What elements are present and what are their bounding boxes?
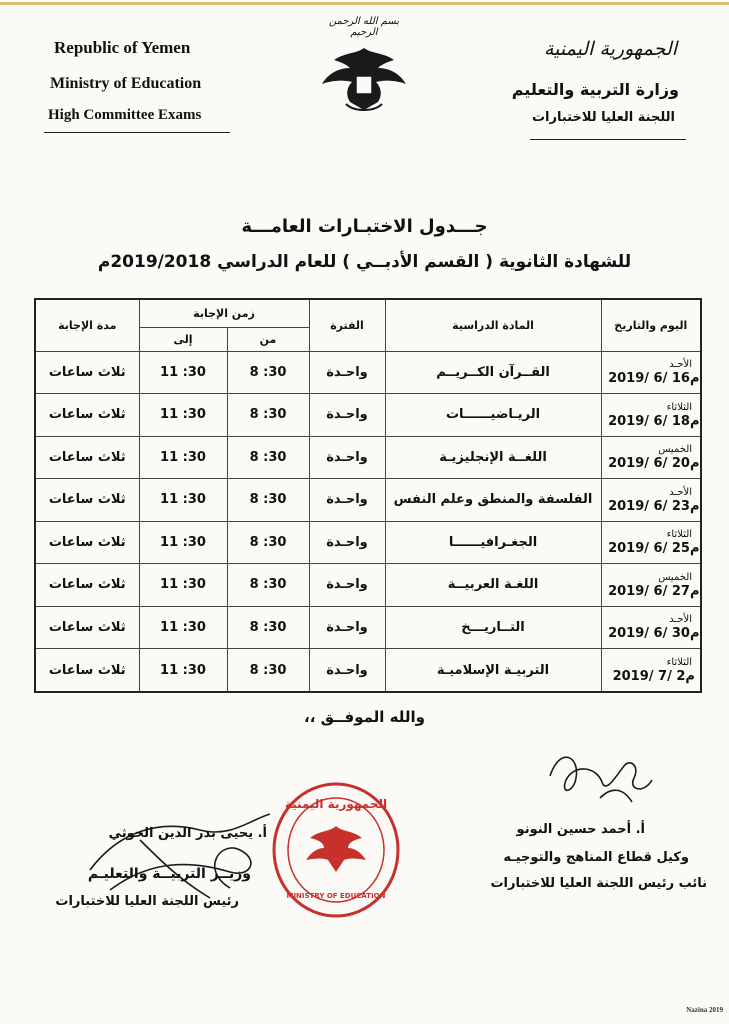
date-label: 2019/ 6/ 23م <box>608 498 700 514</box>
date-label: 2019/ 6/ 27م <box>608 583 700 599</box>
footer-mark: Nazina 2019 <box>686 1006 723 1014</box>
time-to-cell: 11 :30 <box>139 564 227 607</box>
day-date-cell <box>601 479 701 522</box>
subject-cell: الريـاضيــــــات <box>385 394 601 437</box>
period-cell: واحـدة <box>309 479 385 522</box>
day-date-cell <box>601 351 701 394</box>
time-to-cell: 11 :30 <box>139 521 227 564</box>
table-row <box>35 479 701 522</box>
time-from-cell: 8 :30 <box>227 394 309 437</box>
duration-cell: ثلاث ساعات <box>35 479 139 522</box>
subject-cell: الفلسفة والمنطق وعلم النفس <box>385 479 601 522</box>
date-label: 2019/ 7/ 2م <box>612 669 695 685</box>
signatory-right-title1: وكيل قطاع المناهج والتوجيـه <box>503 850 689 865</box>
seal-text-top: الجمهورية اليمنية <box>284 797 388 811</box>
signatory-right-title2: نائب رئيس اللجنة العليا للاختبارات <box>490 876 707 891</box>
day-date-cell <box>601 394 701 437</box>
table-row <box>35 649 701 692</box>
header-ar-committee: اللجنة العليا للاختبارات <box>531 110 675 125</box>
subject-cell: الجغـرافيــــــا <box>385 521 601 564</box>
header-day-date: اليوم والتاريخ <box>601 299 701 351</box>
table-row <box>35 394 701 437</box>
table-row <box>35 351 701 394</box>
day-label: الأحـد <box>669 359 693 371</box>
ministry-seal-stamp <box>270 780 402 920</box>
date-label: 2019/ 6/ 16م <box>608 371 700 387</box>
day-date-cell <box>601 436 701 479</box>
time-to-cell: 11 :30 <box>139 394 227 437</box>
period-cell: واحـدة <box>309 649 385 692</box>
day-label: الخميس <box>658 444 693 456</box>
duration-cell: ثلاث ساعات <box>35 564 139 607</box>
signatory-right-name: أ. أحمد حسين النونو <box>516 822 645 837</box>
table-row <box>35 521 701 564</box>
table-row <box>35 436 701 479</box>
exam-schedule-table <box>34 298 702 693</box>
day-date-cell <box>601 521 701 564</box>
period-cell: واحـدة <box>309 564 385 607</box>
schedule-body <box>35 351 701 692</box>
signature-right <box>540 736 660 808</box>
time-from-cell: 8 :30 <box>227 436 309 479</box>
subject-cell: اللغـة العربيــة <box>385 564 601 607</box>
header-ar-underline <box>530 139 686 140</box>
time-from-cell: 8 :30 <box>227 521 309 564</box>
period-cell: واحـدة <box>309 351 385 394</box>
period-cell: واحـدة <box>309 394 385 437</box>
header-en-ministry: Ministry of Education <box>50 75 202 92</box>
date-label: 2019/ 6/ 18م <box>608 413 700 429</box>
subject-cell: اللغــة الإنجليزيـة <box>385 436 601 479</box>
time-to-cell: 11 :30 <box>139 479 227 522</box>
signatory-left-title1: وزيــر التربيــة والتعليـم <box>87 866 251 882</box>
duration-cell: ثلاث ساعات <box>35 394 139 437</box>
basmala-text: بسم الله الرحمن الرحيم <box>328 16 400 38</box>
subject-cell: القــرآن الكــريــم <box>385 351 601 394</box>
duration-cell: ثلاث ساعات <box>35 606 139 649</box>
date-label: 2019/ 6/ 25م <box>608 541 700 557</box>
day-label: الثلاثاء <box>666 401 693 413</box>
period-cell: واحـدة <box>309 436 385 479</box>
day-label: الثلاثاء <box>666 657 693 669</box>
day-label: الثلاثاء <box>666 529 693 541</box>
date-label: 2019/ 6/ 20م <box>608 456 700 472</box>
duration-cell: ثلاث ساعات <box>35 351 139 394</box>
period-cell: واحـدة <box>309 521 385 564</box>
header-from: من <box>227 327 309 351</box>
time-to-cell: 11 :30 <box>139 606 227 649</box>
schedule-title: جـــدول الاختبـارات العامـــة <box>241 216 488 237</box>
closing-text: والله الموفــق ،، <box>304 708 425 726</box>
time-to-cell: 11 :30 <box>139 649 227 692</box>
top-border <box>0 2 729 5</box>
time-from-cell: 8 :30 <box>227 649 309 692</box>
yemen-eagle-emblem-icon <box>316 40 412 114</box>
header-en-republic: Republic of Yemen <box>54 38 191 57</box>
header-subject: المادة الدراسية <box>385 299 601 351</box>
header-to: إلى <box>139 327 227 351</box>
header-en-underline <box>44 132 230 133</box>
signatory-left-title2: رئيس اللجنة العليا للاختبارات <box>55 894 239 909</box>
header-ar-republic: الجمهورية اليمنية <box>543 38 677 60</box>
day-label: الأحـد <box>669 614 693 626</box>
seal-text-bottom: MINISTRY OF EDUCATION <box>286 892 386 900</box>
header-answer-time: زمن الإجابة <box>139 299 309 327</box>
day-date-cell <box>601 606 701 649</box>
day-date-cell <box>601 564 701 607</box>
time-to-cell: 11 :30 <box>139 436 227 479</box>
table-row <box>35 606 701 649</box>
time-from-cell: 8 :30 <box>227 564 309 607</box>
table-row <box>35 564 701 607</box>
time-from-cell: 8 :30 <box>227 606 309 649</box>
subject-cell: التــاريـــخ <box>385 606 601 649</box>
schedule-subtitle: للشهادة الثانوية ( القسم الأدبــي ) للعام الدراسي 2019/2018م <box>97 252 632 272</box>
signatory-left-name: أ. يحيى بدر الدين الحوثي <box>108 826 267 841</box>
period-cell: واحـدة <box>309 606 385 649</box>
header-duration: مدة الإجابة <box>35 299 139 351</box>
time-to-cell: 11 :30 <box>139 351 227 394</box>
date-label: 2019/ 6/ 30م <box>608 626 700 642</box>
duration-cell: ثلاث ساعات <box>35 649 139 692</box>
day-date-cell <box>601 649 701 692</box>
header-ar-ministry: وزارة التربية والتعليم <box>511 80 679 99</box>
duration-cell: ثلاث ساعات <box>35 436 139 479</box>
day-label: الأحـد <box>669 486 693 498</box>
duration-cell: ثلاث ساعات <box>35 521 139 564</box>
day-label: الخميس <box>658 571 693 583</box>
time-from-cell: 8 :30 <box>227 479 309 522</box>
header-period: الفترة <box>309 299 385 351</box>
time-from-cell: 8 :30 <box>227 351 309 394</box>
subject-cell: التربيـة الإسلاميـة <box>385 649 601 692</box>
header-en-committee: High Committee Exams <box>48 107 202 123</box>
